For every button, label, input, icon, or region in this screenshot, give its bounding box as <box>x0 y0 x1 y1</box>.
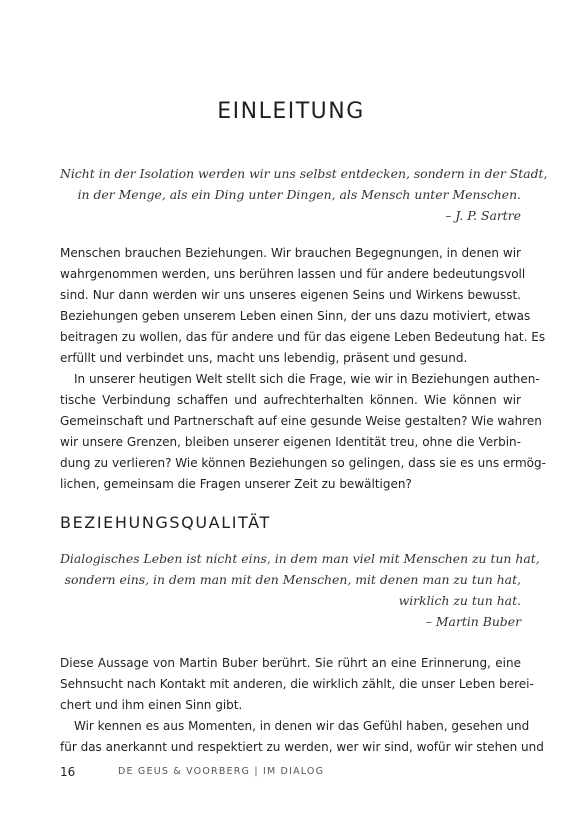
text-line: dung zu verlieren? Wie können Beziehungen so gelingen, dass sie es uns ermög- <box>60 456 546 470</box>
text-line: Menschen brauchen Beziehungen. Wir brauchen Begegnungen, in denen wir <box>60 246 521 260</box>
intro-paragraphs <box>60 243 546 495</box>
text-line: Diese Aussage von Martin Buber berührt. Sie rührt an eine Erinnerung, eine <box>60 656 521 670</box>
epigraph-line: wirklich zu tun hat. <box>398 593 521 608</box>
text-line: lichen, gemeinsam die Fragen unserer Zeit zu bewältigen? <box>60 477 412 491</box>
text-line: für das anerkannt und respektiert zu werden, wer wir sind, wofür wir stehen und <box>60 740 544 754</box>
text-line: wir unsere Grenzen, bleiben unserer eigenen Identität treu, ohne die Verbin- <box>60 435 521 449</box>
text-line: Wir kennen es aus Momenten, in denen wir das Gefühl haben, gesehen und <box>74 719 530 733</box>
epigraph-line: in der Menge, als ein Ding unter Dingen, als Mensch unter Menschen. <box>77 187 521 202</box>
text-line: Gemeinschaft und Partnerschaft auf eine gesunde Weise gestalten? Wie wahren <box>60 414 542 428</box>
text-line: Beziehungen geben unserem Leben einen Sinn, der uns dazu motiviert, etwas <box>60 309 531 323</box>
epigraph-attribution: – Martin Buber <box>425 614 521 629</box>
text-line: In unserer heutigen Welt stellt sich die Frage, wie wir in Beziehungen authen- <box>74 372 540 386</box>
epigraph-buber <box>60 548 540 632</box>
text-line: chert und ihm einen Sinn gibt. <box>60 698 243 712</box>
text-line: sind. Nur dann werden wir uns unseres eigenen Seins und Wirkens bewusst. <box>60 288 521 302</box>
section-paragraphs <box>60 653 544 758</box>
chapter-title: EINLEITUNG <box>217 99 365 124</box>
running-head: DE GEUS & VOORBERG | IM DIALOG <box>118 766 325 777</box>
text-line: wahrgenommen werden, uns berühren lassen und für andere bedeutungsvoll <box>60 267 526 281</box>
epigraph-line: Dialogisches Leben ist nicht eins, in dem man viel mit Menschen zu tun hat, <box>60 551 540 566</box>
epigraph-attribution: – J. P. Sartre <box>445 208 521 223</box>
text-line: erfüllt und verbindet uns, macht uns lebendig, präsent und gesund. <box>60 351 468 365</box>
text-line: tische Verbindung schaffen und aufrechterhalten können. Wie können wir <box>60 393 521 407</box>
section-heading: BEZIEHUNGSQUALITÄT <box>60 513 271 532</box>
epigraph-line: sondern eins, in dem man mit den Menschen, mit denen man zu tun hat, <box>64 572 521 587</box>
epigraph-sartre <box>60 163 548 226</box>
page-number: 16 <box>60 765 76 779</box>
epigraph-line: Nicht in der Isolation werden wir uns selbst entdecken, sondern in der Stadt, <box>60 166 548 181</box>
text-line: beitragen zu wollen, das für andere und für das eigene Leben Bedeutung hat. Es <box>60 330 546 344</box>
text-line: Sehnsucht nach Kontakt mit anderen, die wirklich zählt, die unser Leben berei- <box>60 677 534 691</box>
